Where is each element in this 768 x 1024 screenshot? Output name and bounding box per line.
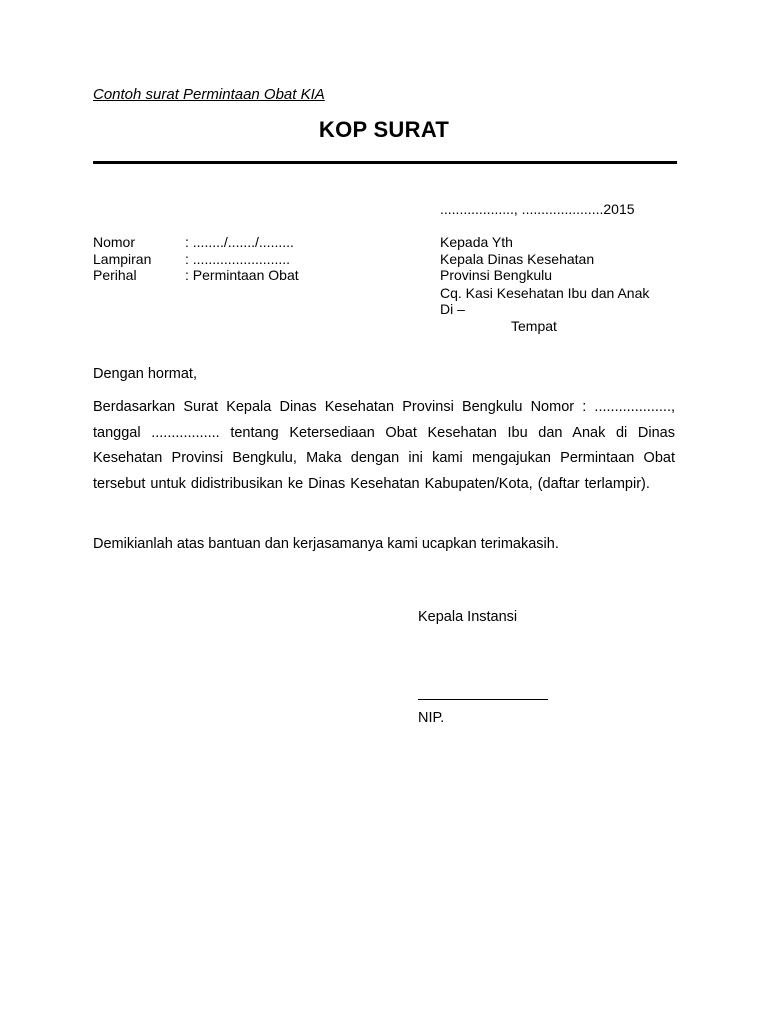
letterhead-divider (93, 161, 677, 164)
recipient-line-3: Provinsi Bengkulu (440, 267, 553, 283)
kop-surat-title: KOP SURAT (318, 117, 450, 142)
meta-value-lampiran: : ......................... (185, 251, 291, 267)
meta-value-perihal: : Permintaan Obat (185, 267, 299, 283)
closing-sentence: Demikianlah atas bantuan dan kerjasamanya kami ucapkan terimakasih. (93, 536, 559, 552)
recipient-line-5: Di – (440, 301, 465, 317)
meta-label-lampiran: Lampiran (93, 251, 152, 267)
signature-nip: NIP. (418, 710, 445, 726)
meta-value-nomor: : ......../......./......... (185, 234, 294, 250)
meta-label-perihal: Perihal (93, 267, 137, 283)
letter-date: ..................., .....................2015 (440, 201, 635, 217)
recipient-line-1: Kepada Yth (440, 234, 513, 250)
recipient-place: Tempat (511, 318, 557, 334)
signature-title: Kepala Instansi (418, 609, 518, 625)
recipient-line-2: Kepala Dinas Kesehatan (440, 251, 595, 267)
meta-label-nomor: Nomor (93, 234, 136, 250)
greeting: Dengan hormat, (93, 366, 197, 382)
example-title: Contoh surat Permintaan Obat KIA (93, 86, 325, 103)
recipient-line-4: Cq. Kasi Kesehatan Ibu dan Anak (440, 285, 650, 301)
signature-line (418, 699, 548, 700)
body-paragraph: Berdasarkan Surat Kepala Dinas Kesehatan Provinsi Bengkulu Nomor : ..................., tanggal ................. tentang Ketersediaan Obat Kesehatan Ibu dan Anak di Dinas Kesehatan Provinsi Bengkulu, Maka dengan ini kami mengajukan Permintaan Obat tersebut untuk didistribusikan ke Dinas Kesehatan Kabupaten/Kota, (daftar terlampir). (93, 399, 675, 492)
